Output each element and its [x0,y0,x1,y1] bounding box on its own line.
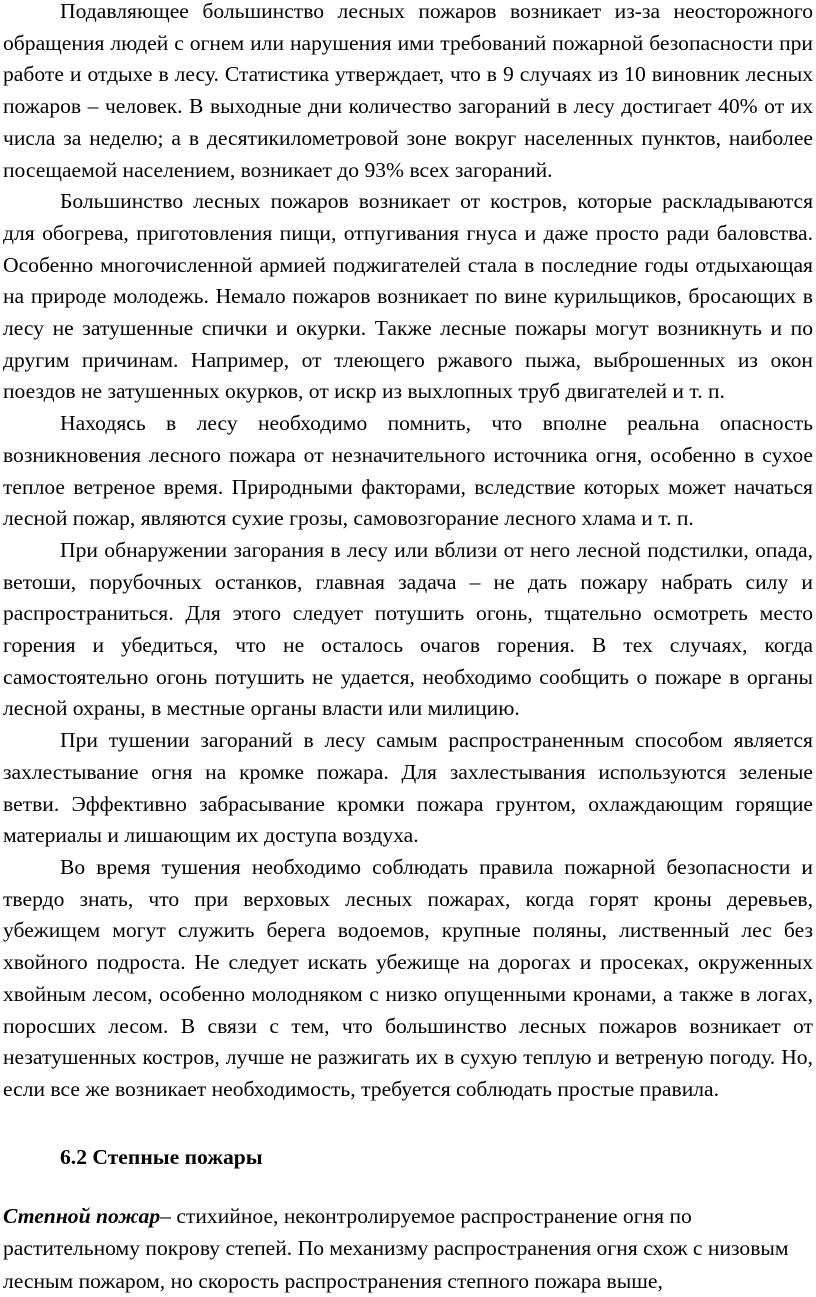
paragraph-danger: Находясь в лесу необходимо помнить, что вполне реальна опасность возникновения лесного пожара от незначительного источника огня, особенно в сухое теплое ветреное время. Природными факторами, вследствие которых может начаться лесной пожар, являются сухие грозы, самовозгорание лесного хлама и т. п. [3,411,813,531]
definition-text: – стихийное, неконтролируемое распространение огня по растительному покрову степей. По механизму распространения огня схож с низовым лесным пожаром, но скорость распространения степного пожара выше, [3,1203,789,1293]
paragraph-human-causes: Подавляющее большинство лесных пожаров возникает из-за неосторожного обращения людей с огнем или нарушения ими требований пожарной безопасности при работе и отдыхе в лесу. Статистика утверждает, что в 9 случаях из 10 виновник лесных пожаров – человек. В выходные дни количество загораний в лесу достигает 40% от их числа за неделю; а в десятикилометровой зоне вокруг населенных пунктов, наиболее посещаемой населением, возникает до 93% всех загораний. [3,0,813,182]
definition-term: Степной пожар [3,1203,161,1228]
section-heading: 6.2 Степные пожары [60,1144,263,1169]
paragraph-campfires: Большинство лесных пожаров возникает от костров, которые раскладываются для обогрева, приготовления пищи, отпугивания гнуса и даже просто ради баловства. Особенно многочисленной армией поджигателей стала в последние годы отдыхающая на природе молодежь. Немало пожаров возникает по вине курильщиков, бросающих в лесу не затушенные спички и окурки. Также лесные пожары могут возникнуть и по другим причинам. Например, от тлеющего ржавого пыжа, выброшенных из окон поездов не затушенных окурков, от искр из выхлопных труб двигателей и т. п. [3,189,813,404]
definition-paragraph [3,1200,793,1297]
paragraph-extinguishing: При тушении загораний в лесу самым распространенным способом является захлестывание огня на кромке пожара. Для захлестывания используются зеленые ветви. Эффективно забрасывание кромки пожара грунтом, охлаждающим горящие материалы и лишающим их доступа воздуха. [3,728,813,848]
paragraph-detection: При обнаружении загорания в лесу или вблизи от него лесной подстилки, опада, ветоши, порубочных останков, главная задача – не дать пожару набрать силу и распространиться. Для этого следует потушить огонь, тщательно осмотреть место горения и убедиться, что не осталось очагов горения. В тех случаях, когда самостоятельно огонь потушить не удается, необходимо сообщить о пожаре в органы лесной охраны, в местные органы власти или милицию. [3,537,813,721]
paragraph-safety: Во время тушения необходимо соблюдать правила пожарной безопасности и твердо знать, что при верховых лесных пожарах, когда горят кроны деревьев, убежищем могут служить берега водоемов, крупные поляны, лиственный лес без хвойного подроста. Не следует искать убежище на дорогах и просеках, окруженных хвойным лесом, особенно молодняком с низко опущенными кронами, а также в логах, поросших лесом. В связи с тем, что большинство лесных пожаров возникает от незатушенных костров, лучше не разжигать их в сухую теплую и ветреную погоду. Но, если все же возникает необходимость, требуется соблюдать простые правила. [3,854,813,1101]
